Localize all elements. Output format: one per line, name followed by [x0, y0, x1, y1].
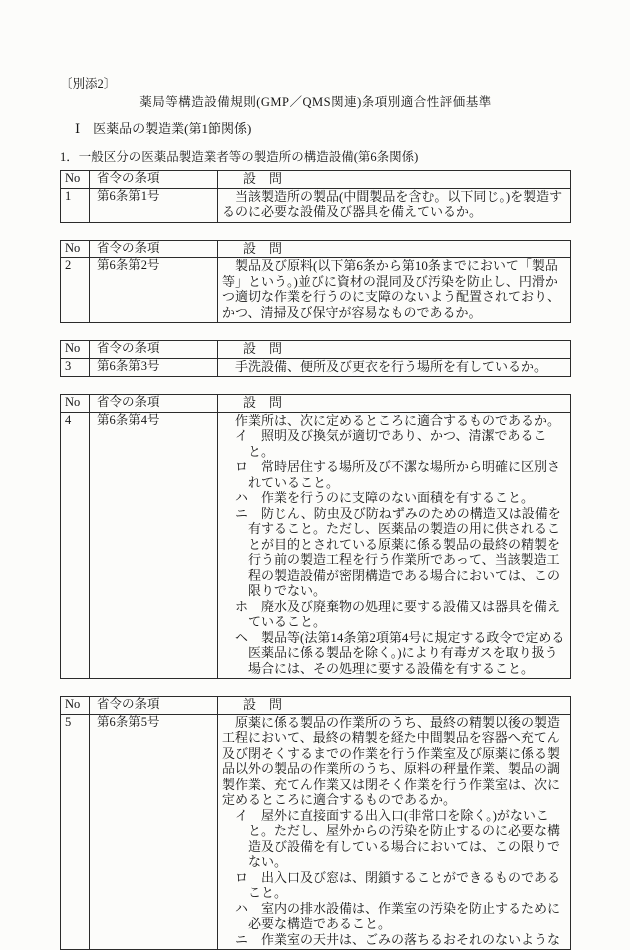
table-data-row	[61, 358, 571, 377]
col-header-question: 設 問	[218, 240, 571, 258]
cell-question	[218, 258, 571, 323]
col-header-question: 設 問	[218, 341, 571, 359]
cell-no: 1	[61, 188, 90, 222]
col-header-clause: 省令の条項	[90, 171, 218, 189]
col-header-question: 設 問	[218, 395, 571, 413]
table-data-row	[61, 258, 571, 323]
table-header-row	[61, 341, 571, 359]
cell-question	[218, 358, 571, 377]
cell-clause: 第6条第5号	[90, 714, 218, 950]
question-intro-text: 原薬に係る製品の作業所のうち、最終の精製以後の製造工程において、最終の精製を経た中間製品を容器へ充てん及び閉そくするまでの作業を行う作業室及び原薬に係る製品以外の製品の作業所のうち、原料の秤量作業、製品の調製作業、充てん作業又は閉そく作業を行う作業室は、次に定めるところに適合するものであるか。	[222, 714, 561, 807]
table-header-row	[61, 395, 571, 413]
section-heading: Ⅰ 医薬品の製造業(第1節関係)	[75, 121, 252, 136]
col-header-no: No	[61, 395, 90, 413]
question-intro-text: 製品及び原料(以下第6条から第10条までにおいて「製品等」という。)並びに資材の混同及び汚染を防止し、円滑かつ適切な作業を行うのに支障のないよう配置されており、かつ、清掃及び保守が容易なものであるか。	[222, 258, 561, 320]
col-header-question: 設 問	[218, 697, 571, 715]
cell-no: 5	[61, 714, 90, 950]
cell-question	[218, 412, 571, 679]
col-header-no: No	[61, 697, 90, 715]
question-subitem-text: ニ 作業室の天井は、ごみの落ちるおそれのないような	[235, 931, 561, 947]
question-table	[60, 240, 571, 324]
table-header-row	[61, 171, 571, 189]
attachment-label: 〔別添2〕	[60, 77, 117, 91]
question-subitem-text: イ 屋外に直接面する出入口(非常口を除く。)がないこと。ただし、屋外からの汚染を防止するのに必要な構造及び設備を有している場合においては、この限りでない。	[235, 807, 561, 869]
table-data-row	[61, 188, 571, 222]
cell-clause: 第6条第4号	[90, 412, 218, 679]
question-table	[60, 170, 571, 223]
question-table	[60, 394, 571, 679]
subsection-heading: 1．一般区分の医薬品製造業者等の製造所の構造設備(第6条関係)	[60, 150, 419, 164]
col-header-question: 設 問	[218, 171, 571, 189]
cell-question	[218, 714, 571, 950]
col-header-clause: 省令の条項	[90, 395, 218, 413]
cell-clause: 第6条第1号	[90, 188, 218, 222]
cell-no: 2	[61, 258, 90, 323]
question-subitem-text: ロ 常時居住する場所及び不潔な場所から明確に区別されていること。	[235, 459, 561, 490]
cell-no: 4	[61, 412, 90, 679]
cell-clause: 第6条第3号	[90, 358, 218, 377]
question-subitem-text: ホ 廃水及び廃棄物の処理に要する設備又は器具を備えていること。	[235, 598, 561, 629]
table-header-row	[61, 697, 571, 715]
table-data-row	[61, 412, 571, 679]
question-intro-text: 当該製造所の製品(中間製品を含む。以下同じ。)を製造するのに必要な設備及び器具を備えているか。	[222, 188, 563, 219]
table-data-row	[61, 714, 571, 950]
question-subitem-text: ヘ 製品等(法第14条第2項第4号に規定する政令で定める医薬品に係る製品を除く。)により有毒ガスを取り扱う場合には、その処理に要する設備を有すること。	[235, 629, 565, 676]
col-header-clause: 省令の条項	[90, 341, 218, 359]
col-header-no: No	[61, 240, 90, 258]
tables-container	[60, 170, 571, 950]
question-table	[60, 340, 571, 377]
question-subitem-text: ハ 作業を行うのに支障のない面積を有すること。	[235, 490, 535, 505]
question-table	[60, 696, 571, 950]
question-subitem-text: ハ 室内の排水設備は、作業室の汚染を防止するために必要な構造であること。	[235, 900, 561, 931]
question-subitem-text: イ 照明及び換気が適切であり、かつ、清潔であること。	[235, 428, 547, 459]
col-header-no: No	[61, 341, 90, 359]
col-header-clause: 省令の条項	[90, 697, 218, 715]
document-title: 薬局等構造設備規則(GMP／QMS関連)条項別適合性評価基準	[139, 95, 492, 109]
col-header-no: No	[61, 171, 90, 189]
col-header-clause: 省令の条項	[90, 240, 218, 258]
question-intro-text: 手洗設備、便所及び更衣を行う場所を有しているか。	[235, 358, 548, 374]
question-intro-text: 作業所は、次に定めるところに適合するものであるか。	[235, 412, 561, 428]
question-subitem-text: ニ 防じん、防虫及び防ねずみのための構造又は設備を有すること。ただし、医薬品の製造の用に供されることが目的とされている原薬に係る製品の最終の精製を行う前の製造工程を行う作業所であって、当該製造工程の製造設備が密閉構造である場合においては、この限りでない。	[235, 505, 561, 598]
cell-no: 3	[61, 358, 90, 377]
cell-clause: 第6条第2号	[90, 258, 218, 323]
question-subitem-text: ロ 出入口及び窓は、閉鎖することができるものであること。	[235, 869, 561, 900]
cell-question	[218, 188, 571, 222]
table-header-row	[61, 240, 571, 258]
